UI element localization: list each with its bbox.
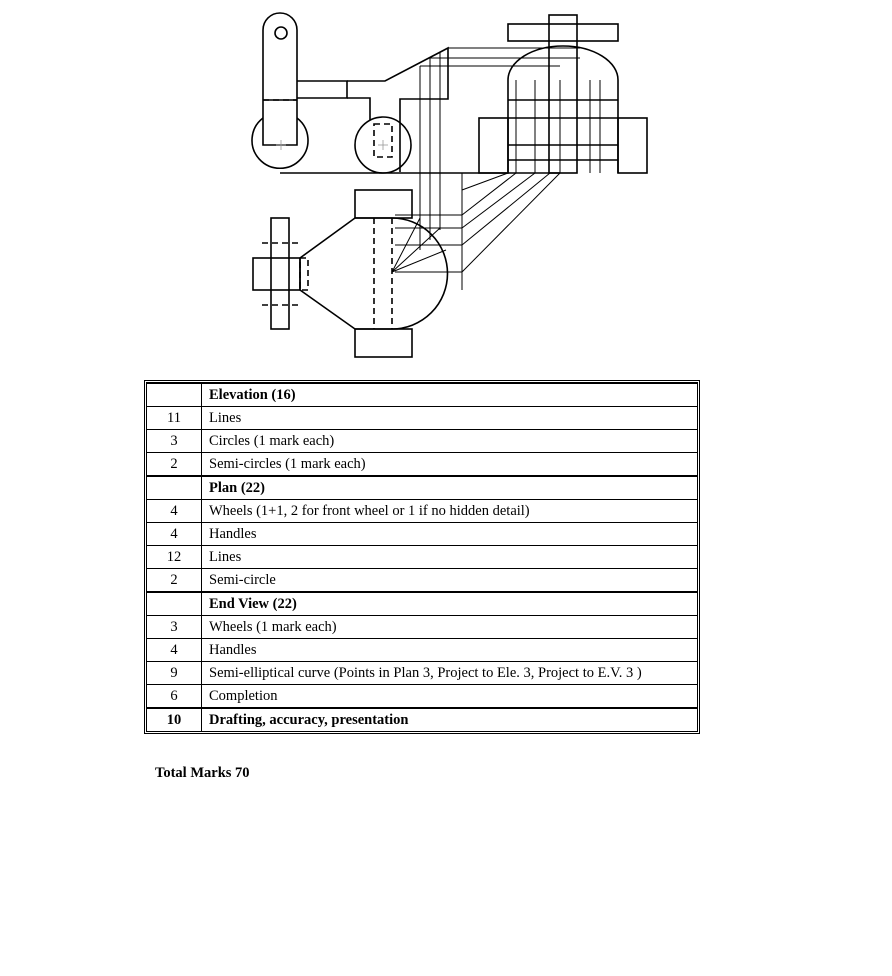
table-row bbox=[147, 523, 698, 546]
table-row bbox=[147, 546, 698, 569]
marks-cell: 4 bbox=[147, 639, 202, 662]
item-cell: Completion bbox=[202, 685, 698, 709]
table-row bbox=[147, 569, 698, 593]
table-row bbox=[147, 662, 698, 685]
item-cell: Semi-elliptical curve (Points in Plan 3, Project to Ele. 3, Project to E.V. 3 ) bbox=[202, 662, 698, 685]
item-cell: Wheels (1+1, 2 for front wheel or 1 if no hidden detail) bbox=[202, 500, 698, 523]
marks-cell: 2 bbox=[147, 569, 202, 593]
table-row bbox=[147, 407, 698, 430]
total-marks: Total Marks 70 bbox=[155, 765, 250, 781]
marks-cell: 4 bbox=[147, 523, 202, 546]
end-view bbox=[479, 15, 647, 173]
marks-cell: 4 bbox=[147, 500, 202, 523]
table-row bbox=[147, 685, 698, 709]
item-cell: Elevation (16) bbox=[202, 383, 698, 407]
table-row bbox=[147, 453, 698, 477]
section-row bbox=[147, 592, 698, 616]
item-cell: End View (22) bbox=[202, 592, 698, 616]
marks-cell bbox=[147, 476, 202, 500]
item-cell: Circles (1 mark each) bbox=[202, 430, 698, 453]
item-cell: Semi-circle bbox=[202, 569, 698, 593]
item-cell: Lines bbox=[202, 407, 698, 430]
projection-lines bbox=[395, 48, 580, 290]
marks-cell: 3 bbox=[147, 616, 202, 639]
item-cell: Handles bbox=[202, 523, 698, 546]
section-row bbox=[147, 383, 698, 407]
marks-cell bbox=[147, 383, 202, 407]
table-row bbox=[147, 639, 698, 662]
technical-drawing bbox=[245, 8, 655, 363]
marks-table bbox=[146, 382, 698, 732]
marks-cell: 12 bbox=[147, 546, 202, 569]
table-row bbox=[147, 500, 698, 523]
elevation-view bbox=[252, 13, 560, 173]
item-cell: Semi-circles (1 mark each) bbox=[202, 453, 698, 477]
section-row bbox=[147, 476, 698, 500]
item-cell: Drafting, accuracy, presentation bbox=[202, 708, 698, 732]
item-cell: Lines bbox=[202, 546, 698, 569]
item-cell: Plan (22) bbox=[202, 476, 698, 500]
marks-cell: 9 bbox=[147, 662, 202, 685]
table-row bbox=[147, 708, 698, 732]
table-row bbox=[147, 616, 698, 639]
item-cell: Wheels (1 mark each) bbox=[202, 616, 698, 639]
marks-cell: 11 bbox=[147, 407, 202, 430]
marks-cell: 10 bbox=[147, 708, 202, 732]
marks-cell: 3 bbox=[147, 430, 202, 453]
marks-cell bbox=[147, 592, 202, 616]
table-row bbox=[147, 430, 698, 453]
item-cell: Handles bbox=[202, 639, 698, 662]
marks-cell: 6 bbox=[147, 685, 202, 709]
marks-cell: 2 bbox=[147, 453, 202, 477]
